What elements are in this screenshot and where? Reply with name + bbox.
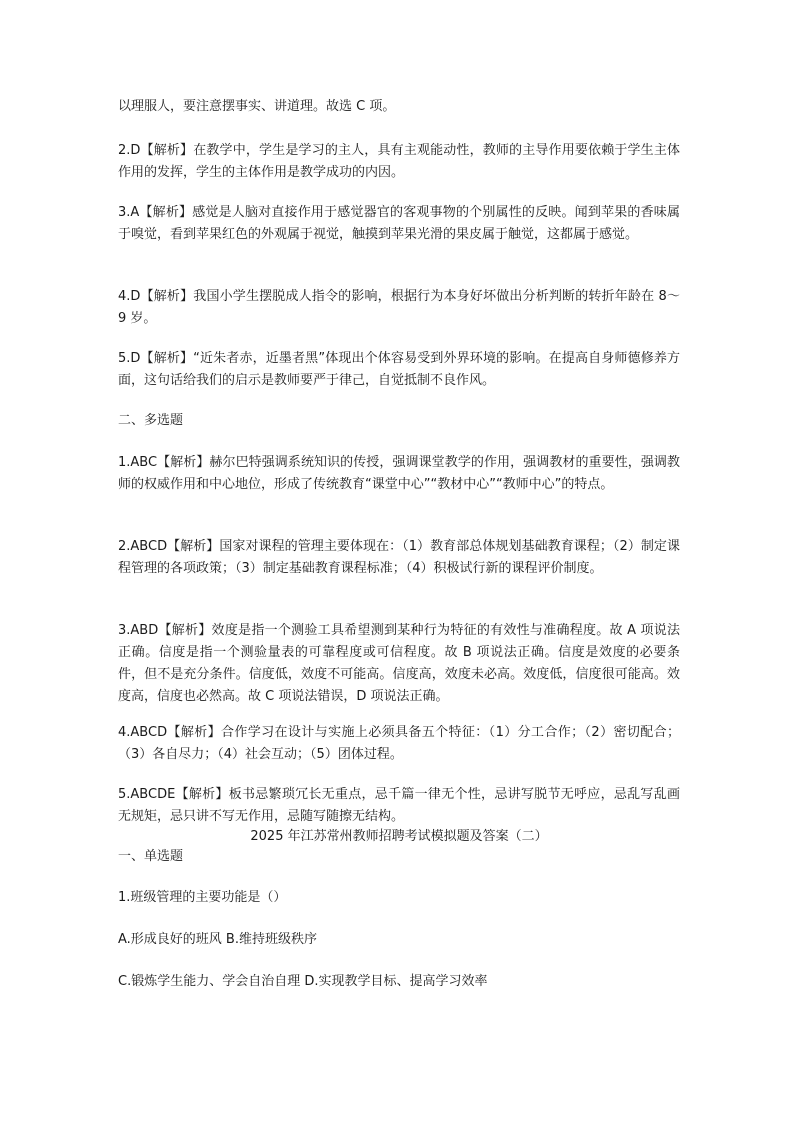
question-text: 1.班级管理的主要功能是（） [118,890,287,905]
question-options: C.锻炼学生能力、学会自治自理 D.实现教学目标、提高学习效率 [118,974,488,989]
question-options: A.形成良好的班风 B.维持班级秩序 [118,932,317,947]
exam-title: 2025 年江苏常州教师招聘考试模拟题及答案（二） [250,829,548,844]
answer-paragraph: 1.ABC【解析】赫尔巴特强调系统知识的传授，强调课堂教学的作用，强调教材的重要性，强调教师的权威作用和中心地位，形成了传统教育“课堂中心”“教材中心”“教师中心”的特点。 [118,455,680,492]
section-heading: 二、多选题 [118,413,184,428]
answer-paragraph: 2.D【解析】在教学中，学生是学习的主人，具有主观能动性，教师的主导作用要依赖于学生主体作用的发挥，学生的主体作用是教学成功的内因。 [118,143,680,180]
answer-paragraph: 5.ABCDE【解析】板书忌繁琐冗长无重点，忌千篇一律无个性，忌讲写脱节无呼应，忌乱写乱画无规矩，忌只讲不写无作用，忌随写随擦无结构。 [118,787,680,824]
answer-paragraph: 2.ABCD【解析】国家对课程的管理主要体现在：（1）教育部总体规划基础教育课程；（2）制定课程管理的各项政策；（3）制定基础教育课程标准；（4）积极试行新的课程评价制度。 [118,539,680,576]
answer-paragraph: 5.D【解析】“近朱者赤，近墨者黑”体现出个体容易受到外界环境的影响。在提高自身师德修养方面，这句话给我们的启示是教师要严于律己，自觉抵制不良作风。 [118,351,680,388]
answer-paragraph: 3.ABD【解析】效度是指一个测验工具希望测到某种行为特征的有效性与准确程度。故 A 项说法正确。信度是指一个测验量表的可靠程度或可信程度。故 B 项说法正确。信度是效度的必要条件，但不是充分条件。信度低，效度不可能高。信度高，效度未必高。效度低，信度很可能高。效度高，信度也必然高。故 C 项说法错误，D 项说法正确。 [118,623,680,704]
answer-paragraph: 以理服人，要注意摆事实、讲道理。故选 C 项。 [118,99,396,114]
answer-paragraph: 4.ABCD【解析】合作学习在设计与实施上必须具备五个特征：（1）分工合作；（2）密切配合；（3）各自尽力；（4）社会互动；（5）团体过程。 [118,725,680,762]
section-heading: 一、单选题 [118,849,184,864]
answer-paragraph: 4.D【解析】我国小学生摆脱成人指令的影响，根据行为本身好坏做出分析判断的转折年龄在 8～9 岁。 [118,289,680,326]
answer-paragraph: 3.A【解析】感觉是人脑对直接作用于感觉器官的客观事物的个别属性的反映。闻到苹果的香味属于嗅觉，看到苹果红色的外观属于视觉，触摸到苹果光滑的果皮属于触觉，这都属于感觉。 [118,205,680,242]
